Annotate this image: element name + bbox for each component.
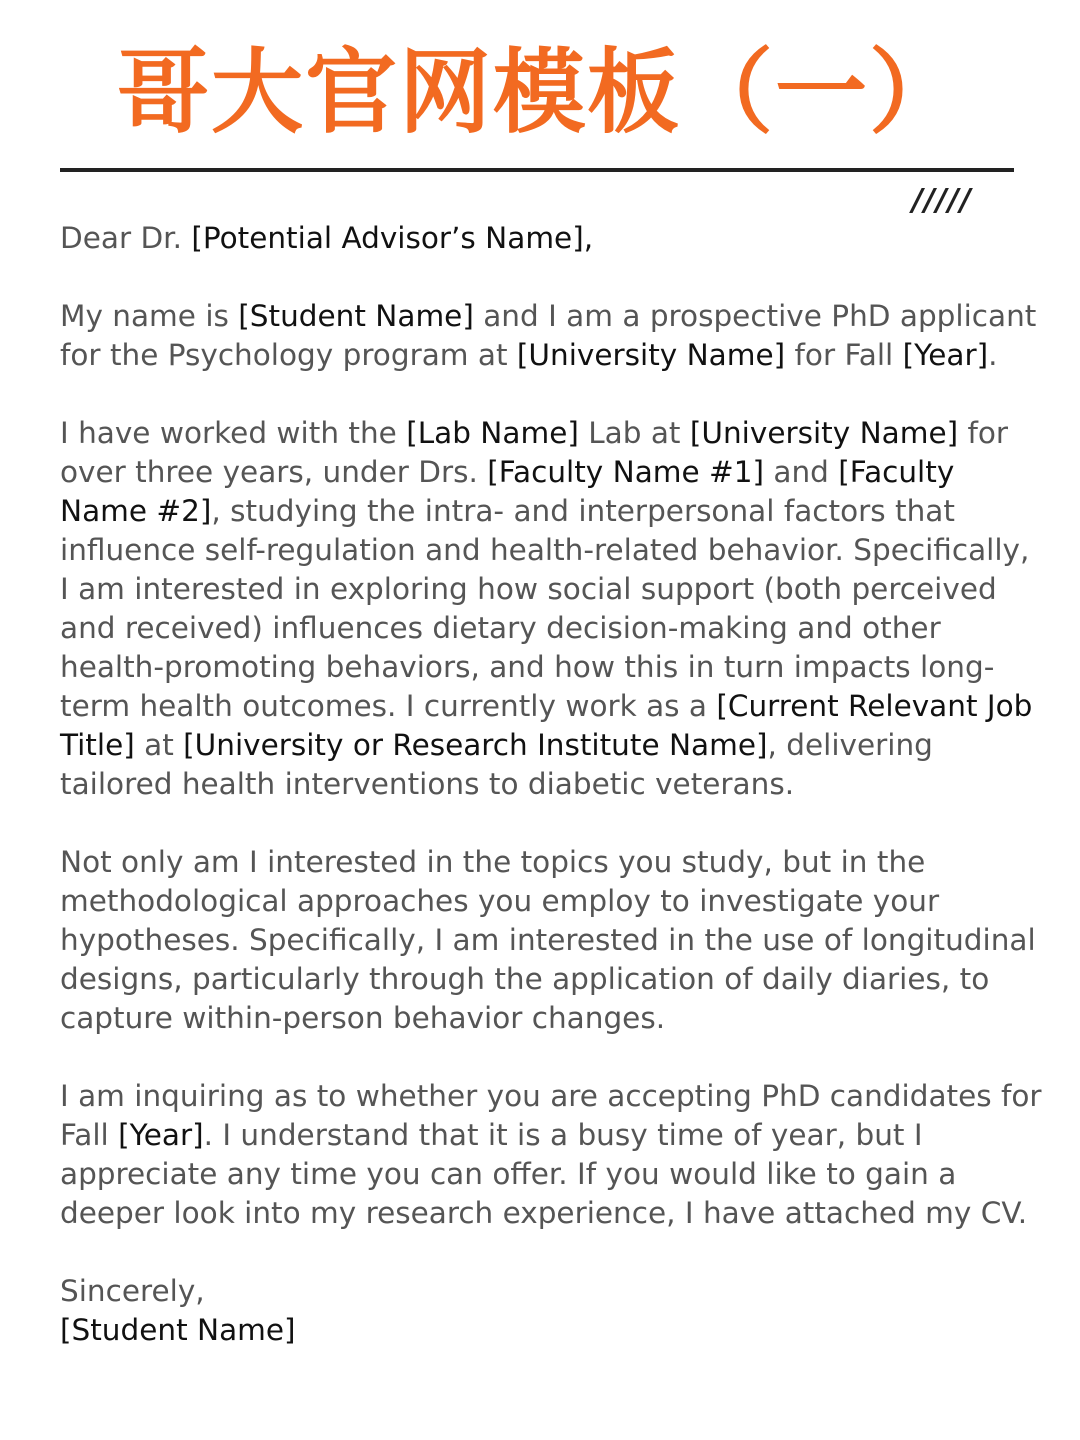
- paragraph-inquiry: [60, 1077, 1045, 1233]
- text-segment: I have worked with the: [60, 416, 407, 450]
- faculty-name-2-placeholder: [Faculty Name #2]: [60, 455, 955, 528]
- year-placeholder: [Year]: [902, 338, 989, 372]
- sign-off: [60, 1272, 1045, 1350]
- paragraph-methods: Not only am I interested in the topics you study, but in the methodological approaches you employ to investigate your hypotheses. Specifically, I am interested in the use of longitudinal designs, particularly through the application of daily diaries, to capture within-person behavior changes.: [60, 845, 1036, 1035]
- slash-decoration: /////: [912, 183, 972, 218]
- institute-name-placeholder: [University or Research Institute Name]: [183, 728, 768, 762]
- signature-placeholder: [Student Name]: [60, 1313, 296, 1347]
- university-name-placeholder: [University Name]: [516, 338, 786, 372]
- text-segment: My name is: [60, 299, 239, 333]
- text-segment: and: [764, 455, 839, 489]
- text-segment: for Fall: [785, 338, 903, 372]
- faculty-name-1-placeholder: [Faculty Name #1]: [487, 455, 765, 489]
- text-segment: I am inquiring as to whether you are accepting PhD candidates for Fall: [60, 1079, 1042, 1152]
- text-segment: at: [134, 728, 184, 762]
- text-segment: . I understand that it is a busy time of year, but I appreciate any time you can offer. If you would like to gain a deeper look into my research experience, I have attached my CV.: [60, 1118, 1028, 1230]
- university-name-placeholder: [University Name]: [689, 416, 959, 450]
- letter-body: [60, 219, 1045, 1350]
- salutation-prefix: Dear Dr.: [60, 221, 192, 255]
- closing: Sincerely,: [60, 1274, 205, 1308]
- job-title-placeholder: [Current Relevant Job Title]: [60, 689, 1033, 762]
- paragraph-intro: [60, 297, 1045, 375]
- title-divider: [60, 168, 1014, 172]
- text-segment: Lab at: [578, 416, 690, 450]
- lab-name-placeholder: [Lab Name]: [406, 416, 579, 450]
- student-name-placeholder: [Student Name]: [238, 299, 474, 333]
- text-segment: for over three years, under Drs.: [60, 416, 1009, 489]
- text-segment: .: [988, 338, 998, 372]
- salutation: [60, 219, 1045, 258]
- text-segment: , studying the intra- and interpersonal factors that influence self-regulation and health-related behavior. Specifically, I am interested in exploring how social support (both perceived and received) influences dietary decision-making and other health-promoting behaviors, and how this in turn impacts long-term health outcomes. I currently work as a: [60, 494, 1030, 723]
- advisor-name-placeholder: [Potential Advisor’s Name],: [191, 221, 594, 255]
- text-segment: and I am a prospective PhD applicant for the Psychology program at: [60, 299, 1037, 372]
- paragraph-experience: [60, 414, 1045, 804]
- year-placeholder: [Year]: [118, 1118, 204, 1152]
- text-segment: , delivering tailored health interventions to diabetic veterans.: [60, 728, 933, 801]
- page-title: 哥大官网模板（一）: [116, 39, 963, 146]
